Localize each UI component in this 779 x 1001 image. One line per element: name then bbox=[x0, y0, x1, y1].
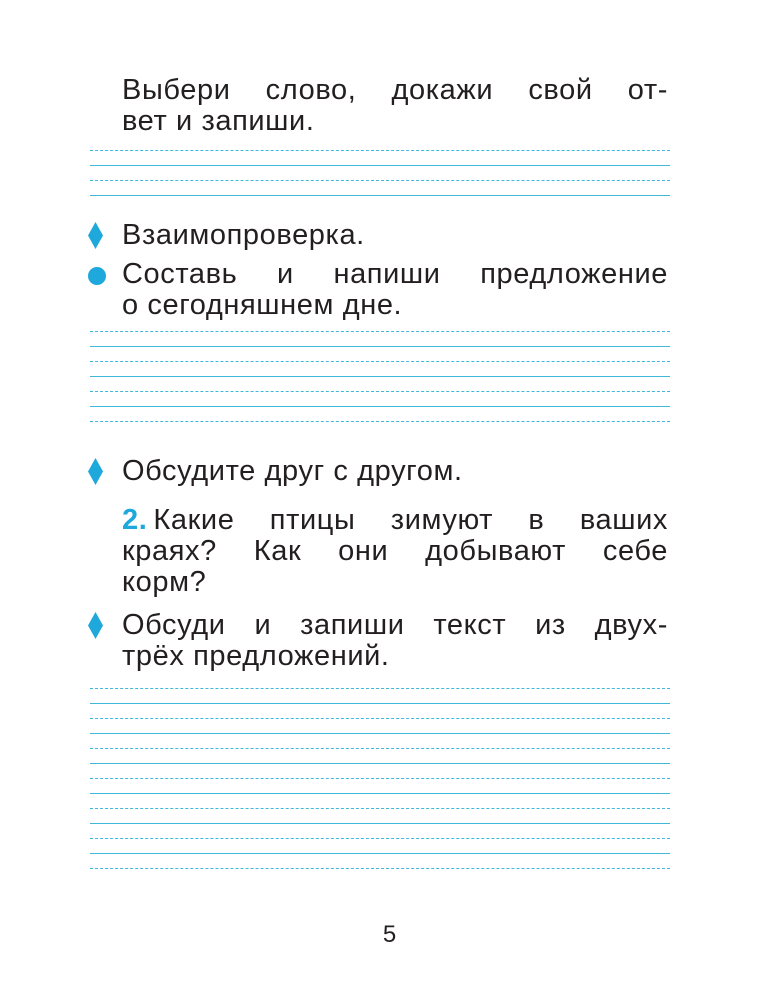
task2-line-3: корм? bbox=[122, 566, 207, 598]
mutual-check-text: Взаимопроверка. bbox=[122, 219, 365, 251]
writing-lines-block-1[interactable] bbox=[90, 150, 670, 196]
task2-question bbox=[122, 505, 668, 598]
writing-lines-block-3[interactable] bbox=[90, 688, 670, 869]
diamond-icon bbox=[88, 612, 103, 639]
discuss-pair-text: Обсудите друг с другом. bbox=[122, 455, 463, 487]
discuss-write-line-1: Обсуди и запиши текст из двух- bbox=[122, 609, 668, 641]
task-number: 2. bbox=[122, 504, 148, 536]
page-number: 5 bbox=[382, 921, 397, 948]
compose-instruction bbox=[122, 259, 668, 321]
compose-line-2: о сегодняшнем дне. bbox=[122, 289, 403, 321]
diamond-icon bbox=[88, 222, 103, 249]
task2-line-1: 2. Какие птицы зимуют в ваших bbox=[122, 504, 668, 536]
task1-line-2: вет и запиши. bbox=[122, 105, 315, 137]
discuss-write-instruction bbox=[122, 610, 668, 672]
task1-instruction bbox=[122, 75, 668, 137]
writing-lines-block-2[interactable] bbox=[90, 331, 670, 422]
diamond-icon bbox=[88, 458, 103, 485]
circle-icon bbox=[88, 267, 106, 285]
discuss-write-line-2: трёх предложений. bbox=[122, 640, 390, 672]
task1-line-1: Выбери слово, докажи свой от- bbox=[122, 74, 668, 106]
compose-line-1: Составь и напиши предложение bbox=[122, 258, 668, 290]
task2-line-2: краях? Как они добывают себе bbox=[122, 535, 668, 567]
